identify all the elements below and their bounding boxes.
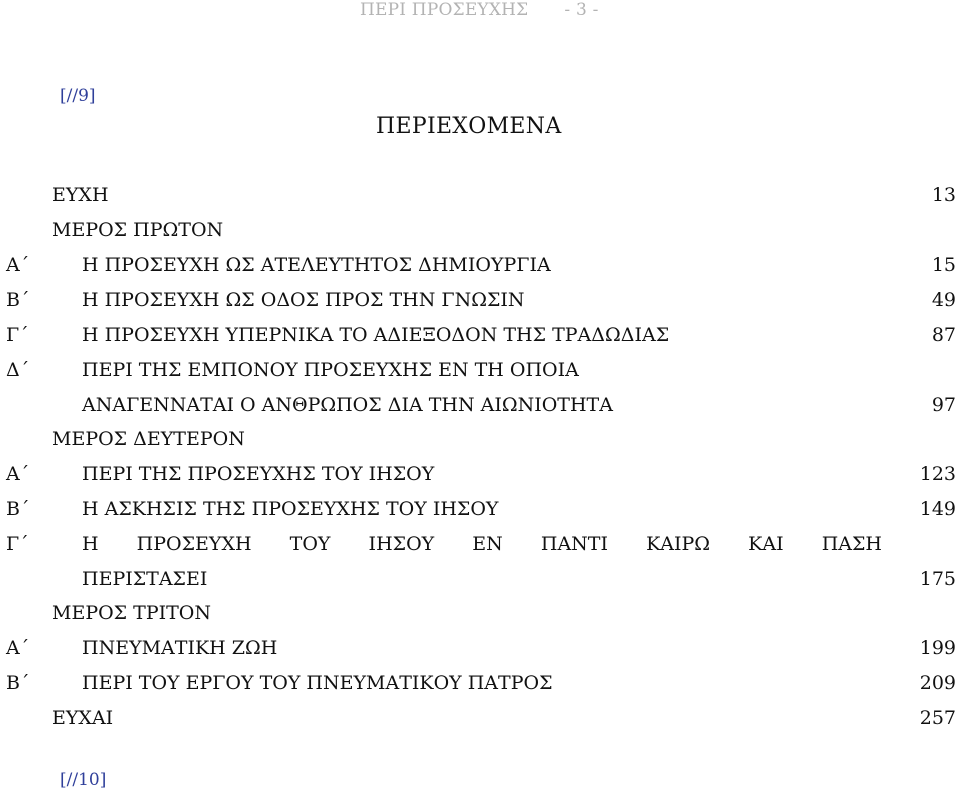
toc-chapter-letter: Δ΄ (6, 359, 30, 381)
toc-entry-text: ΠΕΡΙ ΤΗΣ ΕΜΠΟΝΟΥ ΠΡΟΣΕΥΧΗΣ ΕΝ ΤΗ ΟΠΟΙΑ (82, 359, 579, 381)
toc-row (0, 250, 960, 280)
toc-chapter-letter: Α΄ (6, 463, 30, 485)
toc-row (0, 320, 960, 350)
toc-page-number: 209 (919, 672, 956, 694)
page-marker-top[interactable]: [//9] (60, 86, 96, 106)
toc-row (0, 459, 960, 489)
toc-page-number: 257 (919, 707, 956, 729)
running-header (360, 0, 599, 20)
toc-section-heading (0, 424, 960, 454)
toc-page-number: 175 (919, 568, 956, 590)
toc-page-number: 97 (931, 394, 956, 416)
toc-row-continuation (0, 564, 960, 594)
toc-entry-text: Η ΑΣΚΗΣΙΣ ΤΗΣ ΠΡΟΣΕΥΧΗΣ ΤΟΥ ΙΗΣΟΥ (82, 498, 499, 520)
toc-row (0, 355, 960, 385)
toc-row (0, 285, 960, 315)
toc-row (0, 180, 960, 210)
toc-chapter-letter: Β΄ (6, 672, 30, 694)
toc-row (0, 529, 960, 559)
toc-entry-text: ΜΕΡΟΣ ΠΡΩΤΟΝ (52, 219, 224, 241)
toc-entry-text: ΠΕΡΙ ΤΟΥ ΕΡΓΟΥ ΤΟΥ ΠΝΕΥΜΑΤΙΚΟΥ ΠΑΤΡΟΣ (82, 672, 553, 694)
toc-entry-text: Η ΠΡΟΣΕΥΧΗ ΩΣ ΑΤΕΛΕΥΤΗΤΟΣ ΔΗΜΙΟΥΡΓΙΑ (82, 254, 551, 276)
toc-page-number: 199 (919, 637, 956, 659)
page-marker-bottom[interactable]: [//10] (60, 770, 107, 790)
toc-page-number: 149 (919, 498, 956, 520)
toc-chapter-letter: Γ΄ (6, 324, 29, 346)
toc-entry-text: ΜΕΡΟΣ ΤΡΙΤΟΝ (52, 602, 211, 624)
toc-chapter-letter: Α΄ (6, 254, 30, 276)
toc-chapter-letter: Β΄ (6, 289, 30, 311)
toc-section-heading (0, 215, 960, 245)
toc-entry-text: Η ΠΡΟΣΕΥΧΗ ΩΣ ΟΔΟΣ ΠΡΟΣ ΤΗΝ ΓΝΩΣΙΝ (82, 289, 525, 311)
toc-entry-text: ΕΥΧΗ (52, 184, 109, 206)
toc-chapter-letter: Α΄ (6, 637, 30, 659)
toc-row (0, 633, 960, 663)
toc-page-number: 123 (919, 463, 956, 485)
toc-entry-text: Η ΠΡΟΣΕΥΧΗ ΥΠΕΡΝΙΚΑ ΤΟ ΑΔΙΕΞΟΔΟΝ ΤΗΣ ΤΡΑΔΩΔΙΑΣ (82, 324, 670, 346)
toc-page-number: 13 (931, 184, 956, 206)
toc-row (0, 668, 960, 698)
toc-row (0, 494, 960, 524)
toc-page-number: 49 (931, 289, 956, 311)
toc-chapter-letter: Β΄ (6, 498, 30, 520)
toc-chapter-letter: Γ΄ (6, 533, 29, 555)
toc-entry-text: Η ΠΡΟΣΕΥΧΗ ΤΟΥ ΙΗΣΟΥ ΕΝ ΠΑΝΤΙ ΚΑΙΡΩ ΚΑΙ ΠΑΣΗ (82, 533, 882, 555)
toc-title: ΠΕΡΙΕΧΟΜΕΝΑ (376, 114, 562, 139)
toc-row (0, 703, 960, 733)
toc-entry-text: ΑΝΑΓΕΝΝΑΤΑΙ Ο ΑΝΘΡΩΠΟΣ ΔΙΑ ΤΗΝ ΑΙΩΝΙΟΤΗΤΑ (82, 394, 613, 416)
header-page-number: - 3 - (564, 0, 599, 20)
toc-entry-text: ΜΕΡΟΣ ΔΕΥΤΕΡΟΝ (52, 428, 245, 450)
toc-entry-text: ΠΕΡΙ ΤΗΣ ΠΡΟΣΕΥΧΗΣ ΤΟΥ ΙΗΣΟΥ (82, 463, 435, 485)
toc-entry-text: ΕΥΧΑΙ (52, 707, 114, 729)
running-title: ΠΕΡΙ ΠΡΟΣΕΥΧΗΣ (360, 0, 529, 20)
toc-section-heading (0, 598, 960, 628)
toc-page-number: 15 (931, 254, 956, 276)
toc-entry-text: ΠΝΕΥΜΑΤΙΚΗ ΖΩΗ (82, 637, 278, 659)
toc-entry-text: ΠΕΡΙΣΤΑΣΕΙ (82, 568, 208, 590)
toc-page-number: 87 (931, 324, 956, 346)
toc-row-continuation (0, 390, 960, 420)
